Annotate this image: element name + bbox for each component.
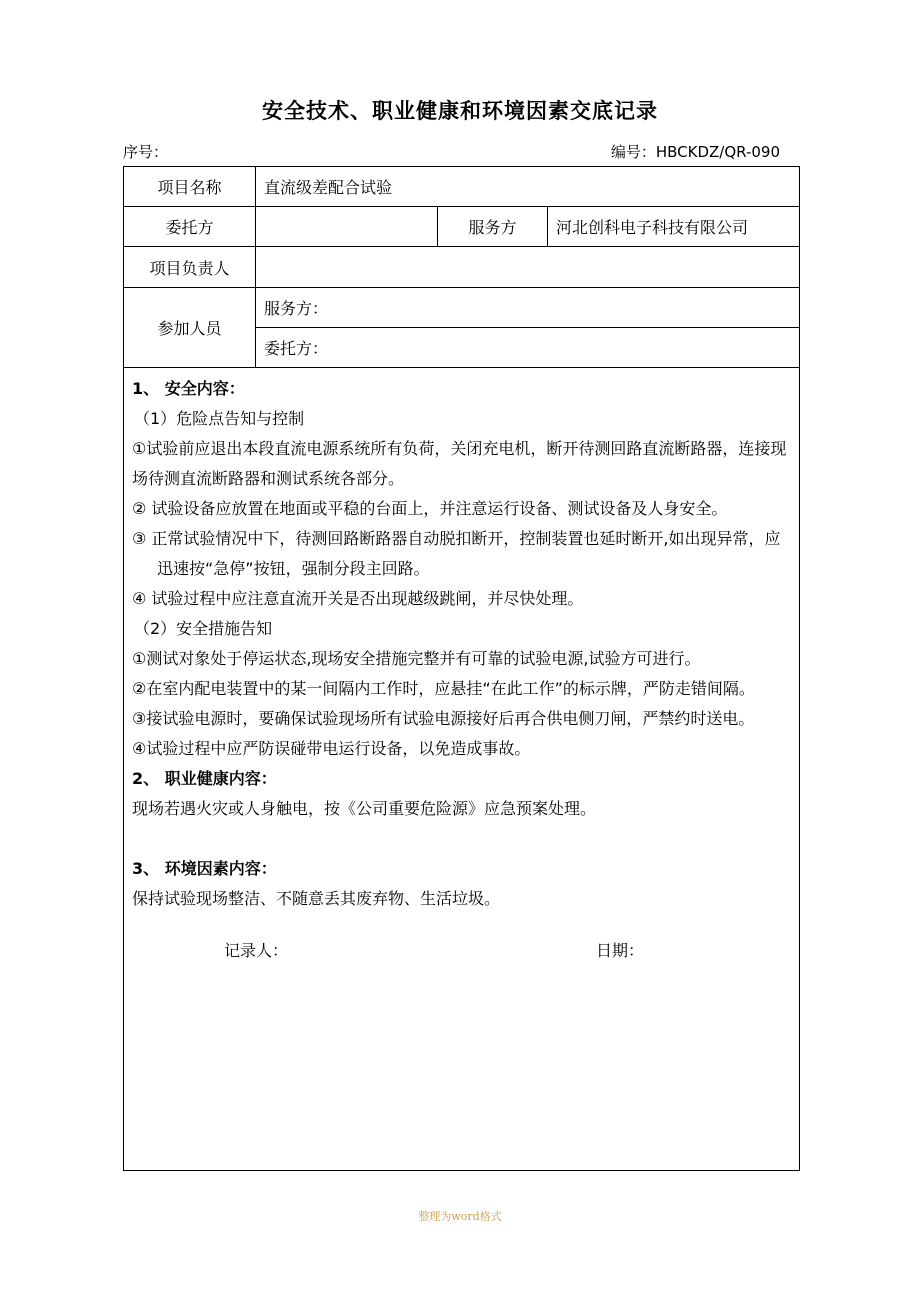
row-project-name: [124, 167, 800, 207]
measure-item-4: ④试验过程中应严防误碰带电运行设备，以免造成事故。: [132, 739, 531, 758]
document-title: 安全技术、职业健康和环境因素交底记录: [262, 99, 658, 123]
row-content: [124, 368, 800, 1171]
project-manager-value: [256, 247, 800, 288]
environment-text: 保持试验现场整洁、不随意丢其废弃物、生活垃圾。: [132, 889, 501, 908]
section-environment-title: 3、 环境因素内容：: [132, 859, 277, 878]
client-label: 委托方: [124, 207, 256, 247]
row-participants-provider: [124, 288, 800, 328]
project-name-label: 项目名称: [124, 167, 256, 207]
measure-item-1: ①测试对象处于停运状态,现场安全措施完整并有可靠的试验电源,试验方可进行。: [132, 649, 701, 668]
section-safety-title: 1、 安全内容：: [132, 379, 245, 398]
hazard-item-4: ④ 试验过程中应注意直流开关是否出现越级跳闸，并尽快处理。: [132, 589, 584, 608]
subsection-measures-title: （2）安全措施告知: [134, 619, 273, 638]
client-value: [256, 207, 438, 247]
project-manager-label: 项目负责人: [124, 247, 256, 288]
date-label: 日期：: [596, 941, 645, 960]
footer-note: 整理为word格式: [418, 1210, 502, 1223]
content-cell: [124, 368, 800, 1171]
participants-provider: 服务方：: [256, 288, 800, 328]
row-project-manager: [124, 247, 800, 288]
spacer: [132, 824, 791, 854]
briefing-content: [132, 374, 791, 966]
project-name-value: 直流级差配合试验: [256, 167, 800, 207]
health-text: 现场若遇火灾或人身触电，按《公司重要危险源》应急预案处理。: [132, 799, 597, 818]
hazard-item-2: ② 试验设备应放置在地面或平稳的台面上，并注意运行设备、测试设备及人身安全。: [132, 499, 728, 518]
section-health-title: 2、 职业健康内容：: [132, 769, 277, 788]
provider-value: 河北创科电子科技有限公司: [548, 207, 800, 247]
measure-item-3: ③接试验电源时，要确保试验现场所有试验电源接好后再合供电侧刀闸，严禁约时送电。: [132, 709, 755, 728]
hazard-item-3: ③ 正常试验情况中下，待测回路断路器自动脱扣断开，控制装置也延时断开,如出现异常，应迅速按“急停”按钮，强制分段主回路。: [132, 529, 781, 578]
signature-row: [132, 936, 791, 966]
document-code: 编号：HBCKDZ/QR-090: [610, 143, 780, 161]
participants-label: 参加人员: [124, 288, 256, 368]
hazard-item-1: ①试验前应退出本段直流电源系统所有负荷，关闭充电机，断开待测回路直流断路器，连接现场待测直流断路器和测试系统各部分。: [132, 439, 787, 488]
serial-number-label: 序号：: [123, 143, 169, 161]
subsection-hazard-title: （1）危险点告知与控制: [134, 409, 305, 428]
row-client-provider: [124, 207, 800, 247]
participants-client: 委托方：: [256, 328, 800, 368]
measure-item-2: ②在室内配电装置中的某一间隔内工作时，应悬挂“在此工作”的标示牌，严防走错间隔。: [132, 679, 755, 698]
provider-label: 服务方: [438, 207, 548, 247]
briefing-form-table: [123, 166, 800, 1171]
recorder-label: 记录人：: [224, 941, 289, 960]
